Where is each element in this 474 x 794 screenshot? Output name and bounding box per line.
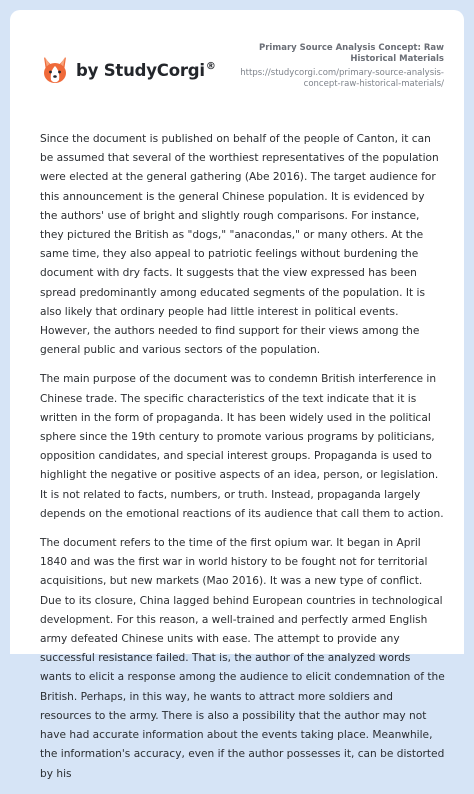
page-header (10, 10, 464, 100)
source-info (224, 43, 444, 90)
source-url[interactable]: https://studycorgi.com/primary-source-analysis-concept-raw-historical-materials/ (240, 68, 444, 89)
brand-name (76, 61, 216, 80)
corgi-logo-icon (40, 55, 70, 85)
source-title: Primary Source Analysis Concept: Raw Historical Materials (259, 43, 444, 64)
essay-body (40, 130, 445, 794)
registered-mark: ® (205, 61, 216, 72)
paragraph: The document refers to the time of the first opium war. It began in April 1840 and was the first war in world history to be fought not for territorial acquisitions, but new markets (Mao 2016). It was a new type of conflict. Due to its closure, China lagged behind European countries in technological development. For this reason, a well-trained and perfectly armed English army defeated Chinese units with ease. The attempt to provide any successful resistance failed. That is, the author of the analyzed words wants to elicit a response among the audience to elicit condemnation of the British. Perhaps, in this way, he wants to attract more soldiers and resources to the army. There is also a possibility that the author may not have had accurate information about the events taking place. Meanwhile, the information's accuracy, even if the author possesses it, can be distorted by his (40, 537, 445, 780)
brand-word: StudyCorgi (103, 60, 205, 80)
studycorgi-logo[interactable] (40, 55, 216, 85)
paragraph: The main purpose of the document was to condemn British interference in Chinese trade. The specific characteristics of the text indicate that it is written in the form of propaganda. It has been widely used in the political sphere since the 19th century to promote various programs by politicians, opposition candidates, and special interest groups. Propaganda is used to highlight the negative or positive aspects of an idea, person, or legislation. It is not related to facts, numbers, or truth. Instead, propaganda largely depends on the emotional reactions of its audience that call them to action. (40, 373, 444, 520)
paragraph: Since the document is published on behalf of the people of Canton, it can be assumed that several of the worthiest representatives of the population were elected at the general gathering (Abe 2016). The target audience for this announcement is the general Chinese population. It is evidenced by the authors' use of bright and slightly rough comparisons. For instance, they pictured the British as "dogs," "anacondas," or many others. At the same time, they also appeal to patriotic feelings without burdening the document with dry facts. It suggests that the view expressed has been spread predominantly among educated segments of the population. It is also likely that ordinary people had little interest in political events. However, the authors needed to find support for their views among the general public and various sectors of the population. (40, 133, 439, 357)
brand-prefix: by (76, 60, 104, 80)
document-page (10, 10, 464, 780)
